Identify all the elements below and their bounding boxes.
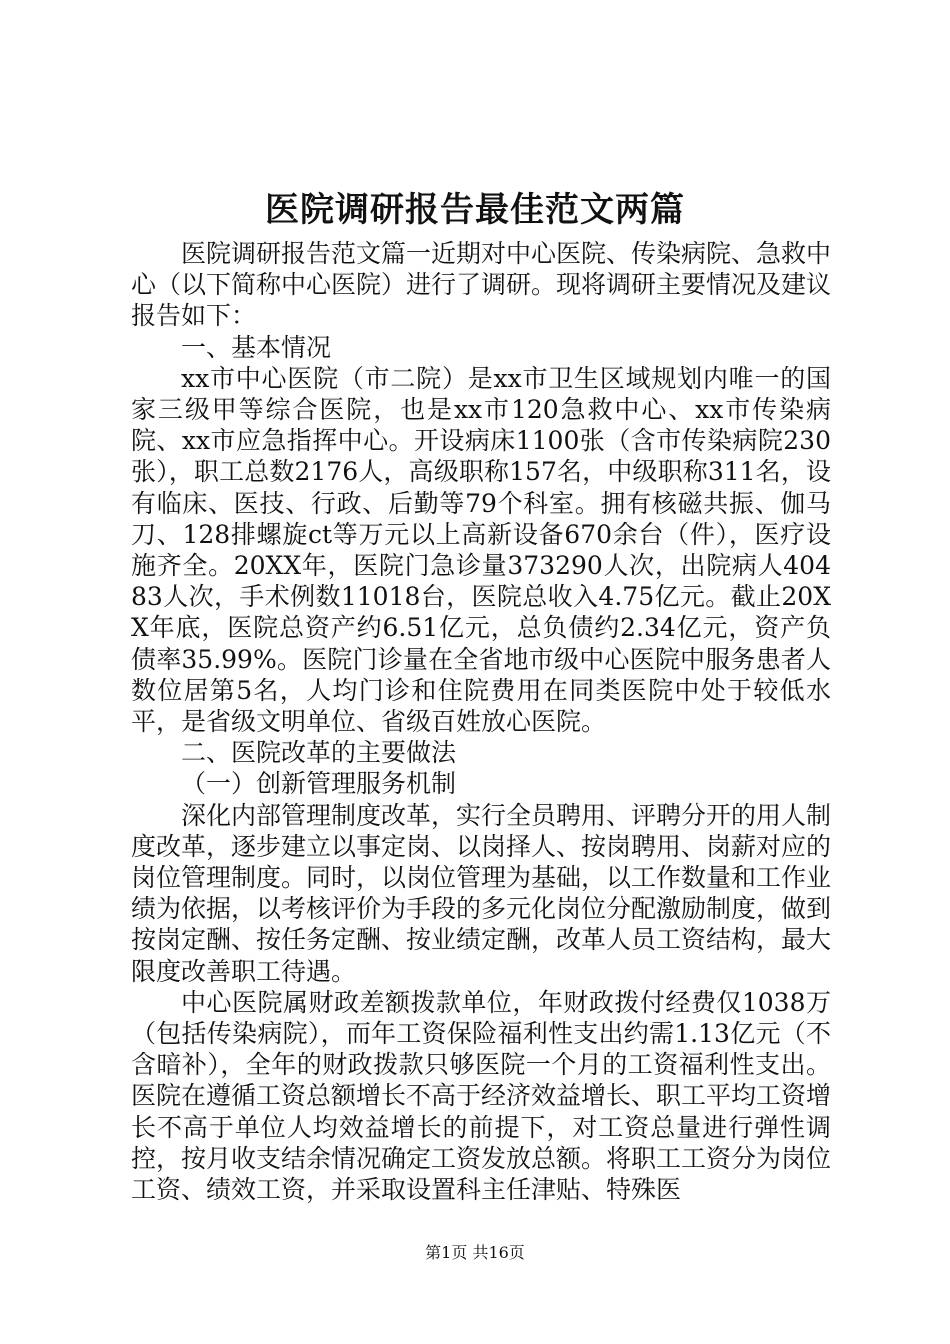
intro-paragraph: 医院调研报告范文篇一近期对中心医院、传染病院、急救中心（以下简称中心医院）进行了调研。现将调研主要情况及建议报告如下： xyxy=(131,239,832,331)
management-reform-paragraph: 深化内部管理制度改革，实行全员聘用、评聘分开的用人制度改革，逐步建立以事定岗、以岗择人、按岗聘用、岗薪对应的岗位管理制度。同时，以岗位管理为基础，以工作数量和工作业绩为依据，以考核评价为手段的多元化岗位分配激励制度，做到按岗定酬、按任务定酬、按业绩定酬，改革人员工资结构，最大限度改善职工待遇。 xyxy=(131,800,832,986)
section-heading-reform-practices: 二、医院改革的主要做法 xyxy=(181,738,457,768)
document-title: 医院调研报告最佳范文两篇 xyxy=(265,190,685,230)
document-body xyxy=(131,238,831,1205)
basic-situation-paragraph: xx市中心医院（市二院）是xx市卫生区域规划内唯一的国家三级甲等综合医院，也是xx市120急救中心、xx市传染病院、xx市应急指挥中心。开设病床1100张（含市传染病院230张），职工总数2176人，高级职称157名，中级职称311名，设有临床、医技、行政、后勤等79个科室。拥有核磁共振、伽马刀、128排螺旋ct等万元以上高新设备670余台（件），医疗设施齐全。20XX年，医院门急诊量373290人次，出院病人40483人次，手术例数11018台，医院总收入4.75亿元。截止20XX年底，医院总资产约6.51亿元，总负债约2.34亿元，资产负债率35.99%。医院门诊量在全省地市级中心医院中服务患者人数位居第5名，人均门诊和住院费用在同类医院中处于较低水平，是省级文明单位、省级百姓放心医院。 xyxy=(131,363,831,737)
funding-paragraph: 中心医院属财政差额拨款单位，年财政拨付经费仅1038万（包括传染病院），而年工资保险福利性支出约需1.13亿元（不含暗补），全年的财政拨款只够医院一个月的工资福利性支出。医院在遵循工资总额增长不高于经济效益增长、职工平均工资增长不高于单位人均效益增长的前提下，对工资总量进行弹性调控，按月收支结余情况确定工资发放总额。将职工工资分为岗位工资、绩效工资，并采取设置科主任津贴、特殊医 xyxy=(131,987,832,1205)
page-number-footer: 第1页 共16页 xyxy=(425,1243,525,1262)
subsection-heading-management-mechanism: （一）创新管理服务机制 xyxy=(181,769,457,799)
section-heading-basic-situation: 一、基本情况 xyxy=(181,332,332,362)
